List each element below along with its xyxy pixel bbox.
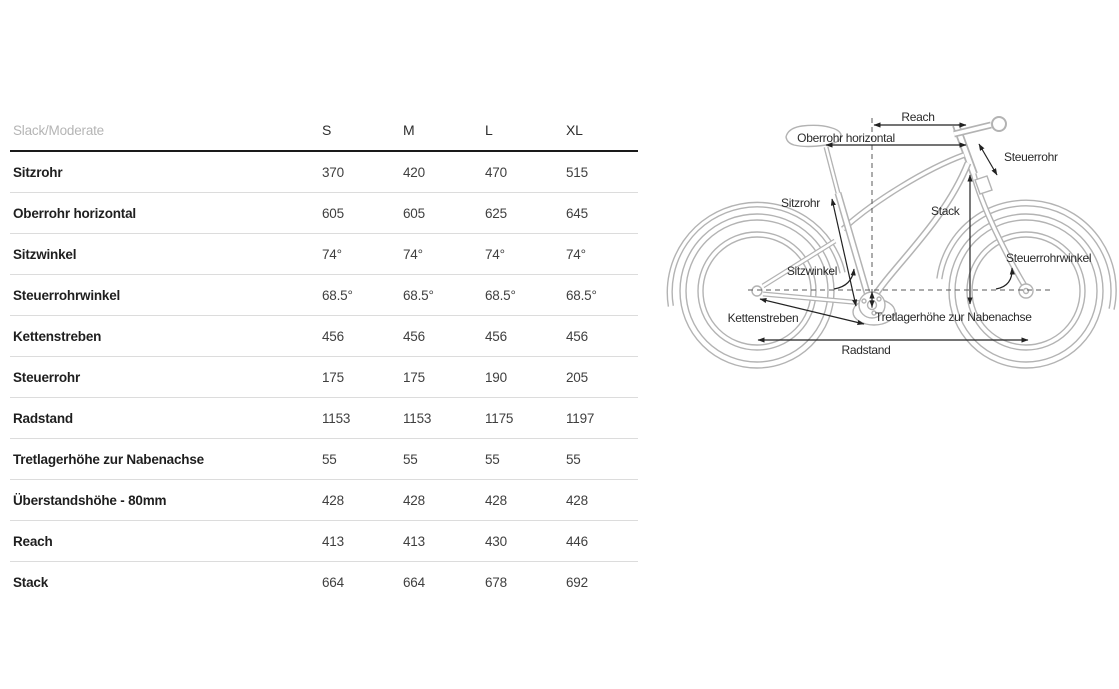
row-value: 446 [566,533,588,549]
label-sitzwinkel: Sitzwinkel [786,264,838,278]
row-label: Sitzrohr [13,164,63,180]
steuerrohr-arrow [979,144,997,175]
label-reach: Reach [901,110,935,124]
row-value: 515 [566,164,588,180]
row-value: 456 [485,328,507,344]
row-value: 456 [403,328,425,344]
col-header-m: M [403,122,415,138]
row-value: 190 [485,369,507,385]
row-value: 55 [566,451,581,467]
row-value: 413 [322,533,344,549]
row-label: Kettenstreben [13,328,102,344]
rim-ring [698,232,816,350]
label-steuerrohrwinkel: Steuerrohrwinkel [1006,251,1092,265]
seat-post [826,147,838,193]
rim-ring [703,237,811,345]
row-label: Oberrohr horizontal [13,205,136,221]
row-value: 205 [566,369,588,385]
row-value: 456 [566,328,588,344]
row-value: 175 [322,369,344,385]
row-value: 470 [485,164,507,180]
row-value: 664 [322,574,344,590]
row-value: 370 [322,164,344,180]
label-sitzrohr: Sitzrohr [781,196,820,210]
label-radstand: Radstand [841,343,891,357]
table-row [10,192,638,233]
row-value: 430 [485,533,507,549]
table-row [10,479,638,520]
row-value: 420 [403,164,425,180]
row-value: 68.5° [485,287,516,303]
row-value: 1153 [403,410,432,426]
row-value: 74° [322,246,342,262]
table-header-row [10,110,638,152]
row-value: 692 [566,574,588,590]
row-label: Radstand [13,410,73,426]
row-value: 68.5° [566,287,597,303]
row-value: 1197 [566,410,595,426]
row-value: 55 [485,451,500,467]
row-value: 68.5° [322,287,353,303]
geometry-table [10,110,638,602]
table-row [10,233,638,274]
down-tube [872,163,968,300]
row-label: Steuerrohr [13,369,81,385]
row-value: 413 [403,533,425,549]
table-row [10,152,638,192]
bike-geometry-diagram [660,95,1119,395]
table-row [10,561,638,602]
row-value: 74° [403,246,423,262]
row-value: 1153 [322,410,351,426]
row-label: Tretlagerhöhe zur Nabenachse [13,451,204,467]
hub [752,286,762,296]
handlebar-grip [992,117,1006,131]
col-header-l: L [485,122,493,138]
col-header-xl: XL [566,122,583,138]
row-value: 605 [322,205,344,221]
row-value: 645 [566,205,588,221]
tire-ring [686,220,828,362]
label-stack: Stack [931,204,960,218]
row-value: 605 [403,205,425,221]
table-title: Slack/Moderate [13,122,104,138]
table-row [10,438,638,479]
table-row [10,356,638,397]
row-value: 428 [485,492,507,508]
row-value: 74° [566,246,586,262]
row-value: 428 [322,492,344,508]
front-dropout [1019,284,1033,298]
label-tretlagerhoehe: Tretlagerhöhe zur Nabenachse [875,310,1032,324]
row-value: 55 [403,451,418,467]
row-label: Reach [13,533,53,549]
steuerrohrwinkel-arc-arrow [996,268,1012,289]
row-value: 74° [485,246,505,262]
row-value: 428 [566,492,588,508]
row-value: 625 [485,205,507,221]
chain-stay [763,294,863,303]
rear-wheel [667,202,845,368]
table-row [10,397,638,438]
table-row [10,315,638,356]
row-label: Stack [13,574,49,590]
row-label: Sitzwinkel [13,246,77,262]
row-value: 175 [403,369,425,385]
table-row [10,274,638,315]
label-oberrohr-horizontal: Oberrohr horizontal [797,131,895,145]
table-row [10,520,638,561]
label-kettenstreben: Kettenstreben [727,311,799,325]
table-body [10,152,638,602]
row-value: 456 [322,328,344,344]
row-value: 68.5° [403,287,434,303]
col-header-s: S [322,122,332,138]
row-value: 1175 [485,410,514,426]
row-value: 428 [403,492,425,508]
row-value: 55 [322,451,337,467]
row-value: 678 [485,574,507,590]
row-label: Steuerrohrwinkel [13,287,121,303]
row-label: Überstandshöhe - 80mm [13,492,167,508]
row-value: 664 [403,574,425,590]
label-steuerrohr: Steuerrohr [1004,150,1058,164]
